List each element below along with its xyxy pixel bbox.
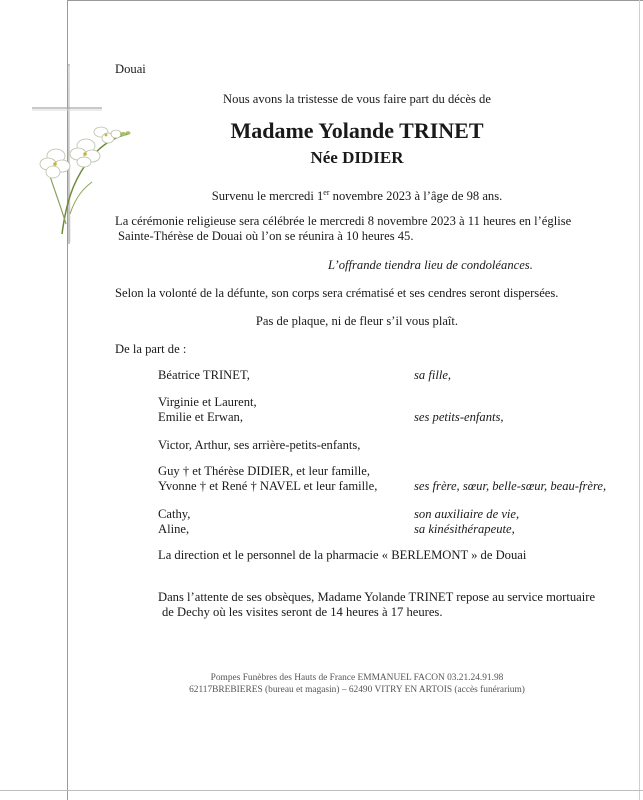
intro-text: Nous avons la tristesse de vous faire part du décès de [223, 92, 491, 106]
grandchildren-line-2: Emilie et Erwan, [158, 410, 243, 424]
grandchildren-relation: ses petits-enfants, [414, 410, 504, 424]
frame-right-border [639, 0, 640, 800]
great-grandchildren: Victor, Arthur, ses arrière-petits-enfants, [158, 438, 361, 452]
death-date: Survenu le mercredi 1er novembre 2023 à l’âge de 98 ans. [211, 188, 503, 204]
ceremony-line-2: Sainte-Thérèse de Douai où l’on se réunira à 10 heures 45. [118, 229, 414, 243]
pharmacy-staff: La direction et le personnel de la pharmacie « BERLEMONT » de Douai [158, 548, 527, 562]
caregiver-1-name: Cathy, [158, 507, 191, 521]
caregiver-2-name: Aline, [158, 522, 190, 536]
siblings-line-2: Yvonne † et René † NAVEL et leur famille, [158, 479, 378, 493]
maiden-name: Née DIDIER [310, 148, 404, 167]
family-heading: De la part de : [115, 342, 187, 356]
frame-top-border [67, 0, 643, 1]
footer-line-1: Pompes Funèbres des Hauts de France EMMANUEL FACON 03.21.24.91.98 [210, 673, 504, 683]
caregiver-2-relation: sa kinésithérapeute, [414, 522, 515, 536]
siblings-relation: ses frère, sœur, belle-sœur, beau-frère, [414, 479, 607, 493]
no-flowers-note: Pas de plaque, ni de fleur s’il vous plaît. [255, 314, 459, 328]
deceased-name: Madame Yolande TRINET [230, 118, 484, 143]
ceremony-line-1: La cérémonie religieuse sera célébrée le mercredi 8 novembre 2023 à 11 heures en l’église [115, 214, 572, 228]
offering-note: L’offrande tiendra lieu de condoléances. [328, 258, 533, 272]
daughter-name: Béatrice TRINET, [158, 368, 250, 382]
frame-bottom-border [0, 790, 643, 791]
siblings-line-1: Guy † et Thérèse DIDIER, et leur famille, [158, 464, 371, 478]
city: Douai [115, 62, 146, 76]
daughter-relation: sa fille, [414, 368, 452, 382]
closing-line-2: de Dechy où les visites seront de 14 heures à 17 heures. [162, 605, 443, 619]
caregiver-1-relation: son auxiliaire de vie, [414, 507, 520, 521]
grandchildren-line-1: Virginie et Laurent, [158, 395, 257, 409]
cremation-note: Selon la volonté de la défunte, son corps sera crématisé et ses cendres seront dispersées. [115, 286, 559, 300]
closing-line-1: Dans l’attente de ses obsèques, Madame Yolande TRINET repose au service mortuaire [158, 590, 596, 604]
footer-line-2: 62117BREBIERES (bureau et magasin) – 62490 VITRY EN ARTOIS (accès funérarium) [189, 685, 525, 695]
